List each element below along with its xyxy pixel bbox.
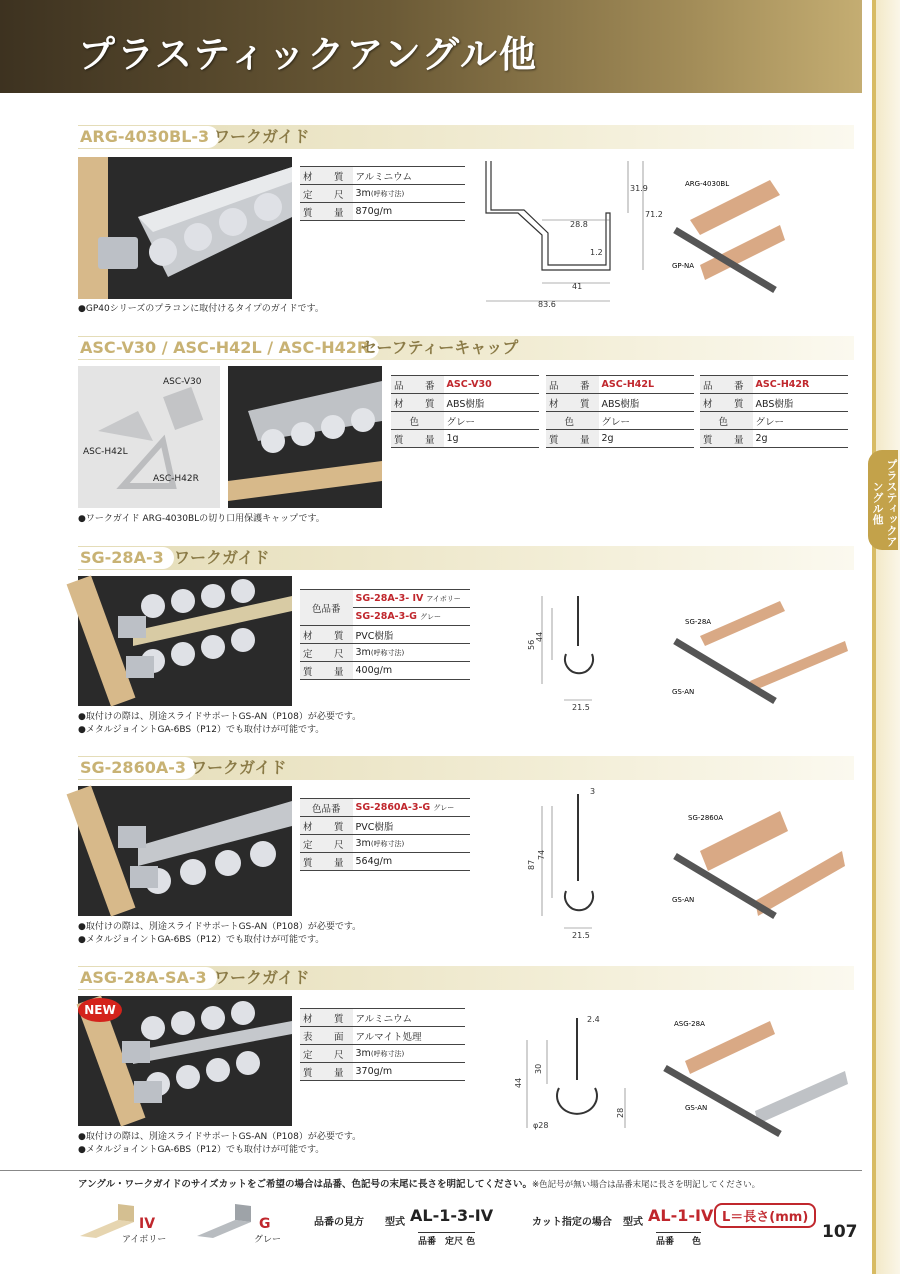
section-name: ワークガイド — [214, 127, 310, 146]
swatch-code-g: G — [259, 1216, 271, 1232]
howto-code: AL-1-3-IV — [410, 1206, 494, 1225]
svg-text:1.2: 1.2 — [590, 248, 603, 257]
section-header-sg28a — [78, 546, 854, 570]
gray-swatch — [195, 1200, 253, 1240]
svg-text:28: 28 — [616, 1107, 625, 1118]
svg-text:21.5: 21.5 — [572, 931, 590, 940]
cap-install-photo — [228, 366, 382, 508]
howto-type-label: 型式 — [385, 1217, 405, 1228]
svg-text:71.2: 71.2 — [645, 210, 663, 219]
footer-divider — [0, 1170, 862, 1171]
howto-parts: 品番 定尺 色 — [418, 1232, 475, 1247]
svg-text:ASG-28A: ASG-28A — [674, 1020, 705, 1028]
cap-table-2: 品 番 ASC-H42L 材 質 ABS樹脂 色 グレー 質 量 2g — [546, 375, 694, 448]
assembly-diagram — [670, 806, 850, 926]
cap-photo — [78, 366, 220, 508]
svg-text:83.6: 83.6 — [538, 300, 556, 309]
section-name: ワークガイド — [191, 758, 287, 777]
product-photo — [78, 157, 292, 299]
svg-text:31.9: 31.9 — [630, 184, 648, 193]
svg-text:41: 41 — [572, 282, 583, 291]
svg-text:φ28: φ28 — [533, 1121, 549, 1130]
section-name: ワークガイド — [174, 548, 270, 567]
svg-text:44: 44 — [535, 631, 544, 642]
section-model: ARG-4030BL-3 — [78, 126, 219, 148]
new-badge: NEW — [78, 998, 122, 1022]
swatch-code-iv: IV — [139, 1216, 156, 1232]
swatch-name-iv: アイボリー — [122, 1235, 167, 1245]
cap-table-1: 品 番 ASC-V30 材 質 ABS樹脂 色 グレー 質 量 1g — [391, 375, 539, 448]
section-header-asg28a — [78, 966, 854, 990]
footer-notice: アングル・ワークガイドのサイズカットをご希望の場合は品番、色記号の末尾に長さを明記してください。※色記号が無い場合は品番末尾に長さを明記してください。 — [78, 1179, 761, 1190]
note: ●取付けの際は、別途スライドサポートGS-AN（P108）が必要です。 ●メタルジョイントGA-6BS（P12）でも取付けが可能です。 — [78, 712, 362, 735]
section-header-sg2860a — [78, 756, 854, 780]
svg-text:ASC-V30: ASC-V30 — [163, 377, 202, 387]
svg-text:56: 56 — [527, 639, 536, 650]
svg-text:74: 74 — [537, 849, 546, 860]
section-model: ASG-28A-SA-3 — [78, 967, 217, 989]
spec-table: 色品番 SG-28A-3- IV アイボリー SG-28A-3-G グレー 材 質 PVC樹脂 定 尺 3m(呼称寸法) 質 量 400g/m — [300, 589, 470, 680]
note: ●取付けの際は、別途スライドサポートGS-AN（P108）が必要です。 ●メタルジョイントGA-6BS（P12）でも取付けが可能です。 — [78, 1132, 362, 1155]
svg-text:GP-NA: GP-NA — [672, 262, 695, 270]
section-name: セーフティーキャップ — [361, 338, 519, 357]
svg-text:GS-AN: GS-AN — [672, 896, 695, 904]
note: ●取付けの際は、別途スライドサポートGS-AN（P108）が必要です。 ●メタルジョイントGA-6BS（P12）でも取付けが可能です。 — [78, 922, 362, 945]
note: ●ワークガイド ARG-4030BLの切り口用保護キャップです。 — [78, 514, 325, 524]
section-header-arg — [78, 125, 854, 149]
svg-text:SG-28A: SG-28A — [685, 618, 712, 626]
section-model: SG-28A-3 — [78, 547, 174, 569]
section-model: SG-2860A-3 — [78, 757, 196, 779]
section-name: ワークガイド — [214, 968, 310, 987]
note: ●GP40シリーズのプラコンに取付けるタイプのガイドです。 — [78, 304, 324, 314]
cut-type-label: 型式 — [623, 1217, 643, 1228]
howto-label: 品番の見方 — [314, 1217, 364, 1228]
spec-table: 材 質 アルミニウム 定 尺 3m(呼称寸法) 質 量 870g/m — [300, 166, 465, 221]
svg-text:GS-AN: GS-AN — [672, 688, 695, 696]
svg-text:30: 30 — [534, 1063, 543, 1074]
product-photo — [78, 786, 292, 916]
cross-section-diagram — [520, 786, 620, 941]
side-rail — [862, 0, 900, 1274]
spec-table: 材 質 アルミニウム 表 面 アルマイト処理 定 尺 3m(呼称寸法) 質 量 370g/m — [300, 1008, 465, 1081]
swatch-name-g: グレー — [254, 1235, 282, 1245]
cross-section-diagram — [520, 588, 620, 713]
cut-parts: 品番 色 — [656, 1232, 701, 1247]
section-model: ASC-V30 / ASC-H42L / ASC-H42R — [78, 337, 379, 359]
cut-label: カット指定の場合 — [532, 1217, 612, 1228]
page-number: 107 — [822, 1222, 858, 1242]
svg-text:21.5: 21.5 — [572, 703, 590, 712]
page-title: プラスティックアングル他 — [78, 33, 538, 76]
svg-text:3: 3 — [590, 787, 596, 796]
cross-section-diagram — [515, 1010, 640, 1135]
cut-length-box: L＝長さ(mm) — [714, 1203, 816, 1228]
product-photo — [78, 576, 292, 706]
assembly-diagram — [660, 1016, 850, 1141]
svg-text:SG-2860A: SG-2860A — [688, 814, 723, 822]
svg-text:ARG-4030BL: ARG-4030BL — [685, 180, 730, 188]
svg-text:GS-AN: GS-AN — [685, 1104, 708, 1112]
cross-section-diagram — [478, 155, 668, 310]
section-header-asc — [78, 336, 854, 360]
side-index-tab[interactable]: プラスティックアングル他 — [868, 450, 898, 550]
assembly-diagram — [670, 170, 790, 300]
svg-text:87: 87 — [527, 859, 536, 870]
svg-text:2.4: 2.4 — [587, 1015, 600, 1024]
spec-table: 色品番 SG-2860A-3-G グレー 材 質 PVC樹脂 定 尺 3m(呼称寸法) 質 量 564g/m — [300, 798, 470, 871]
svg-text:44: 44 — [514, 1077, 523, 1088]
svg-text:ASC-H42R: ASC-H42R — [153, 474, 199, 484]
assembly-diagram — [670, 596, 850, 711]
svg-text:28.8: 28.8 — [570, 220, 588, 229]
cut-code: AL-1-IV — [648, 1206, 714, 1225]
cap-table-3: 品 番 ASC-H42R 材 質 ABS樹脂 色 グレー 質 量 2g — [700, 375, 848, 448]
page-header — [0, 0, 862, 93]
svg-text:ASC-H42L: ASC-H42L — [83, 447, 128, 457]
